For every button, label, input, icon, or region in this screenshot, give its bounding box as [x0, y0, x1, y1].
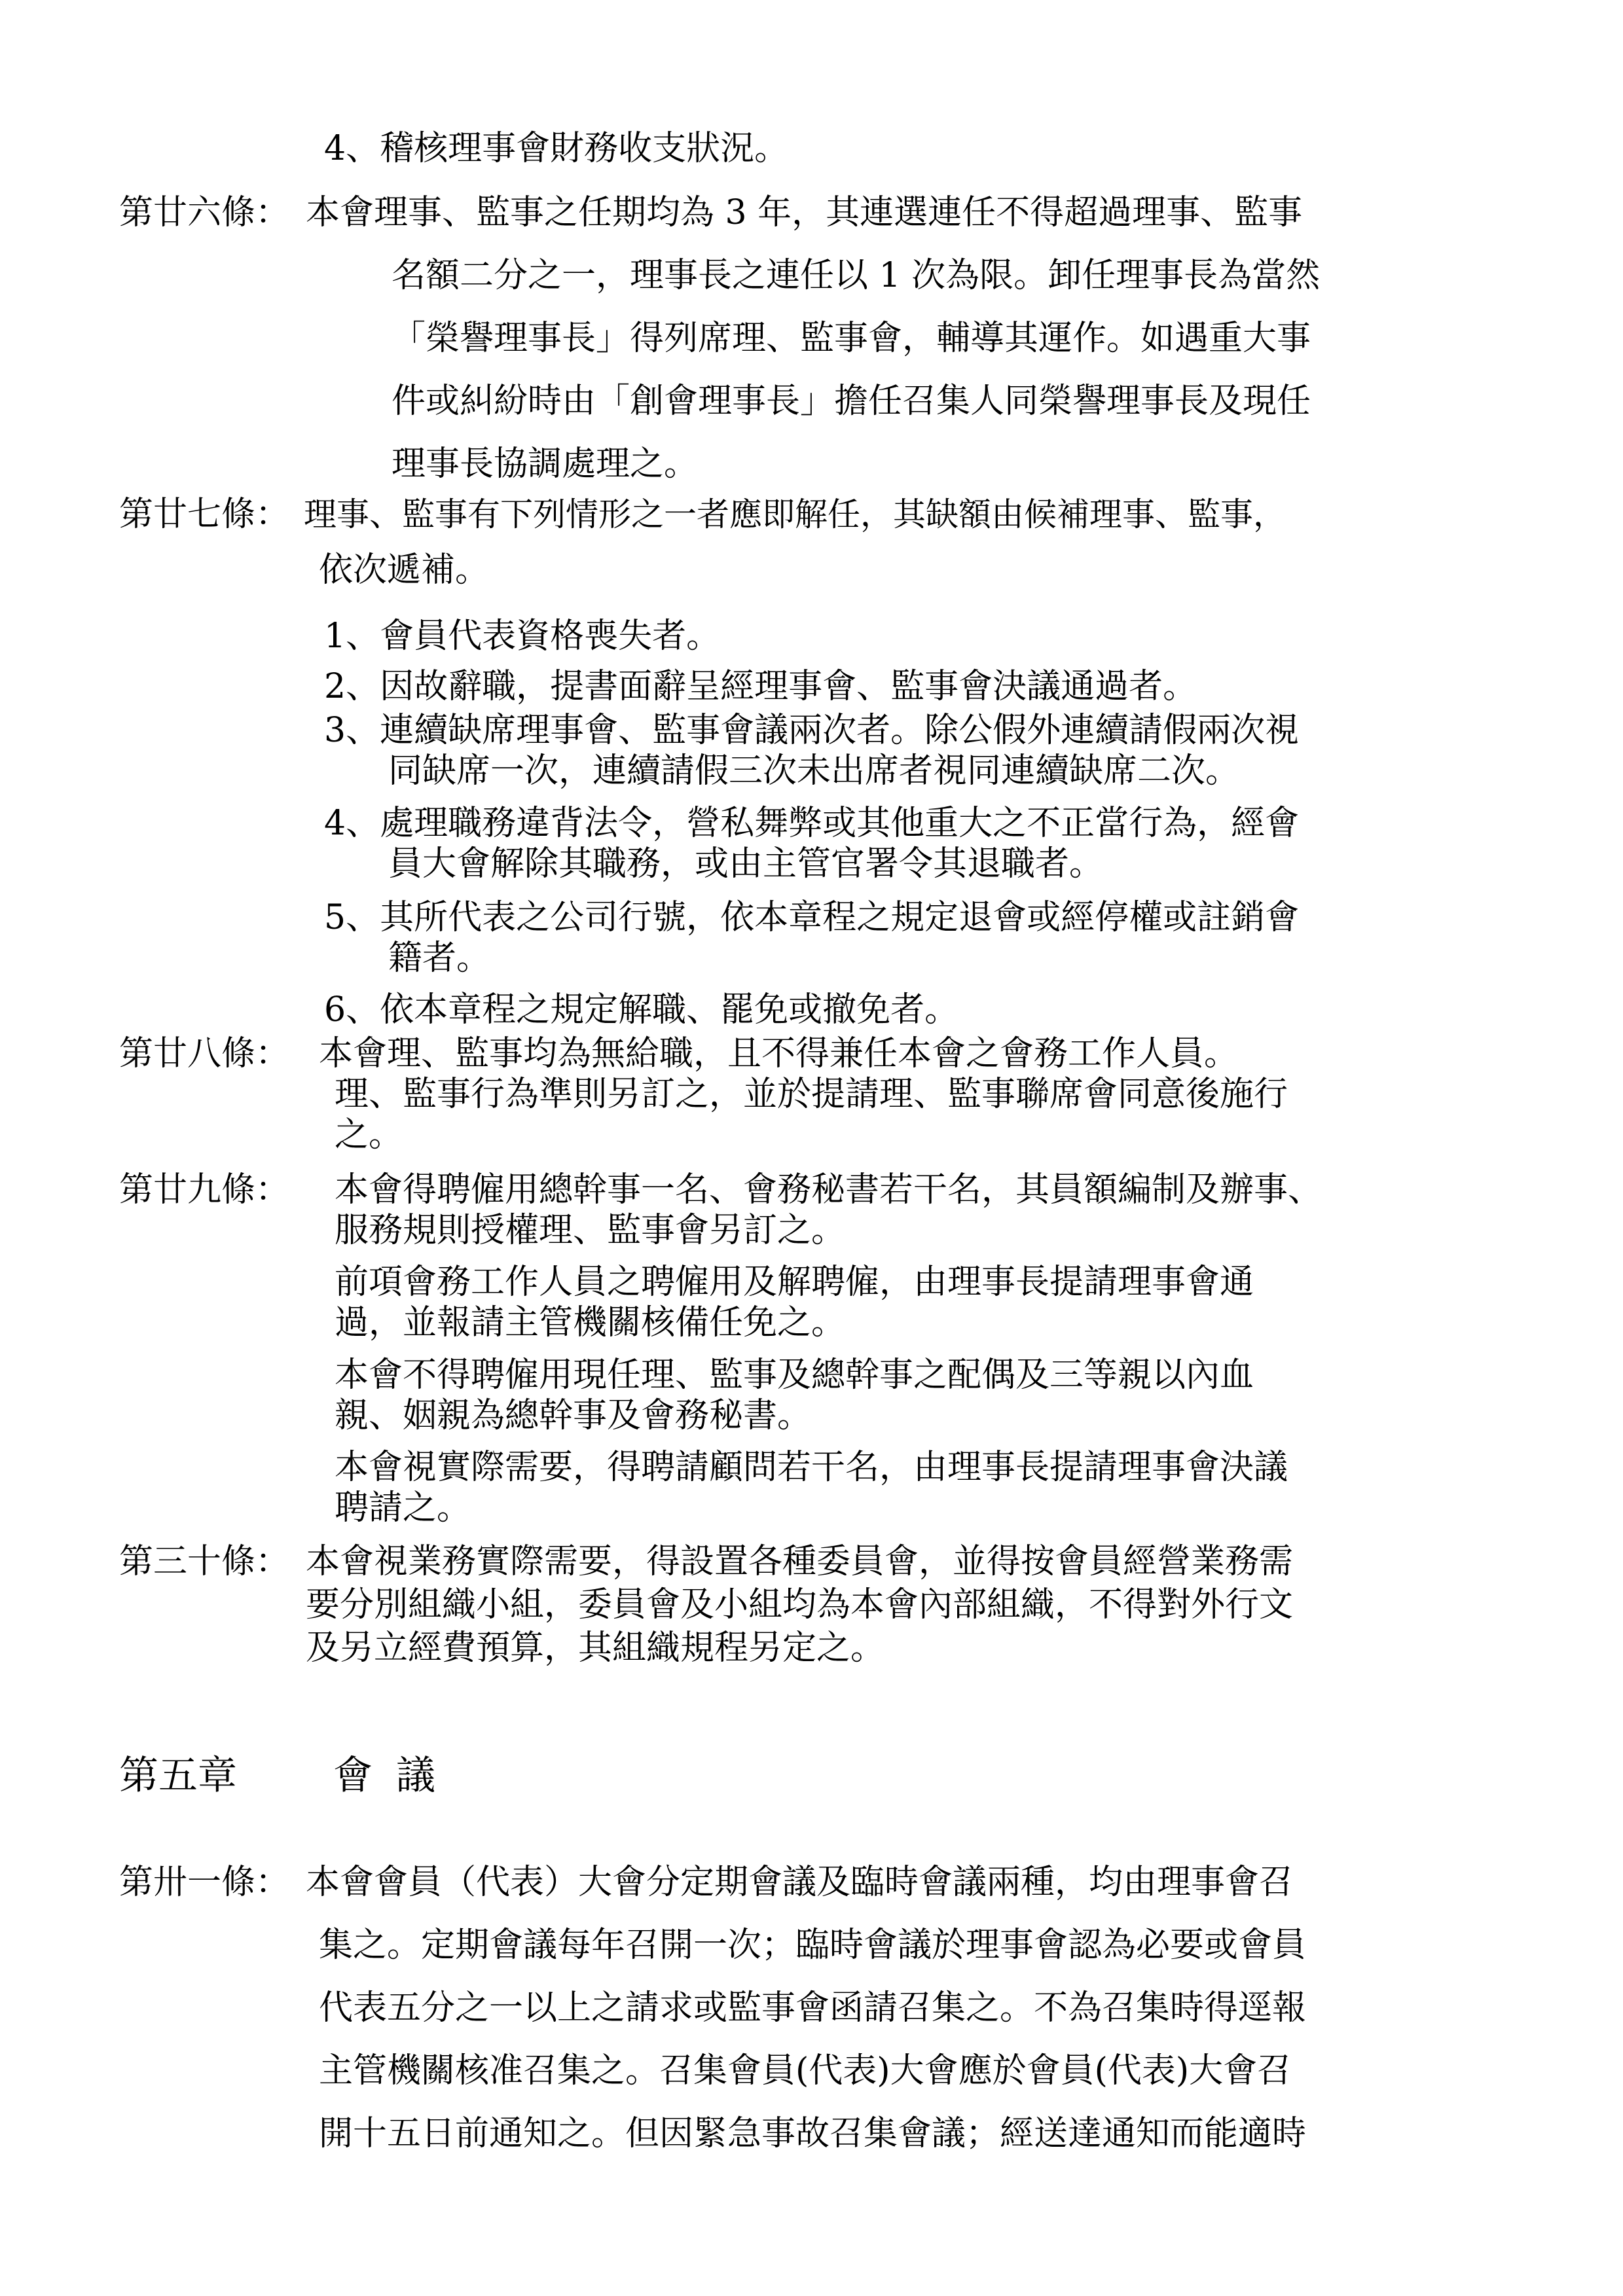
article-29-line: 過，並報請主管機關核備任免之。	[335, 1303, 846, 1342]
article-30-line: 要分別組織小組，委員會及小組均為本會內部組織，不得對外行文	[306, 1585, 1294, 1624]
chapter-title: 會議	[333, 1753, 459, 1799]
list-item: 2、因故辭職，提書面辭呈經理事會、監事會決議通過者。	[324, 667, 1197, 706]
article-29-line: 前項會務工作人員之聘僱用及解聘僱，由理事長提請理事會通	[335, 1263, 1254, 1302]
article-27-label: 第廿七條：	[119, 495, 290, 534]
article-29-line: 聘請之。	[335, 1488, 471, 1528]
article-26-line: 件或糾紛時由「創會理事長」擔任召集人同榮譽理事長及現任	[392, 382, 1311, 421]
list-item: 員大會解除其職務，或由主管官署令其退職者。	[388, 844, 1104, 884]
list-item: 3、連續缺席理事會、監事會議兩次者。除公假外連續請假兩次視	[324, 711, 1300, 750]
article-28-label: 第廿八條：	[119, 1034, 290, 1073]
article-30-label: 第三十條：	[119, 1542, 290, 1581]
list-item: 4、稽核理事會財務收支狀況。	[324, 129, 789, 168]
article-30-line: 及另立經費預算，其組織規程另定之。	[306, 1628, 885, 1668]
list-item: 4、處理職務違背法令，營私舞弊或其他重大之不正當行為，經會	[324, 804, 1300, 843]
article-28-line: 理、監事行為準則另訂之，並於提請理、監事聯席會同意後施行	[335, 1075, 1288, 1114]
article-29-line: 服務規則授權理、監事會另訂之。	[335, 1211, 846, 1250]
article-29-line: 本會不得聘僱用現任理、監事及總幹事之配偶及三等親以內血	[335, 1355, 1254, 1395]
article-31-line: 代表五分之一以上之請求或監事會函請召集之。不為召集時得逕報	[319, 1988, 1307, 2028]
article-29-label: 第廿九條：	[119, 1170, 290, 1210]
list-item: 1、會員代表資格喪失者。	[324, 617, 721, 656]
article-27-line: 理事、監事有下列情形之一者應即解任，其缺額由候補理事、監事，	[304, 495, 1286, 533]
article-26-line: 「榮譽理事長」得列席理、監事會，輔導其運作。如遇重大事	[392, 319, 1311, 358]
article-31-line: 主管機關核准召集之。召集會員(代表)大會應於會員(代表)大會召	[319, 2051, 1292, 2090]
article-29-line: 本會得聘僱用總幹事一名、會務秘書若干名，其員額編制及辦事、	[335, 1170, 1322, 1210]
article-28-line: 本會理、監事均為無給職，且不得兼任本會之會務工作人員。	[319, 1034, 1239, 1073]
article-26-label: 第廿六條：	[119, 193, 290, 232]
article-26-line: 本會理事、監事之任期均為 3 年，其連選連任不得超過理事、監事	[306, 193, 1303, 232]
article-31-line: 本會會員（代表）大會分定期會議及臨時會議兩種，均由理事會召	[306, 1863, 1294, 1902]
article-28-line: 之。	[335, 1115, 403, 1155]
list-item: 同缺席一次，連續請假三次未出席者視同連續缺席二次。	[388, 751, 1240, 791]
article-31-line: 開十五日前通知之。但因緊急事故召集會議；經送達通知而能適時	[319, 2114, 1307, 2153]
article-26-line: 理事長協調處理之。	[392, 444, 699, 484]
chapter-number: 第五章	[119, 1753, 237, 1799]
list-item: 5、其所代表之公司行號，依本章程之規定退會或經停權或註銷會	[324, 898, 1300, 937]
article-29-line: 親、姻親為總幹事及會務秘書。	[335, 1396, 812, 1435]
article-31-line: 集之。定期會議每年召開一次；臨時會議於理事會認為必要或會員	[319, 1926, 1307, 1965]
list-item: 6、依本章程之規定解職、罷免或撤免者。	[324, 990, 959, 1030]
article-26-line: 名額二分之一，理事長之連任以 1 次為限。卸任理事長為當然	[392, 256, 1321, 295]
article-29-line: 本會視實際需要，得聘請顧問若干名，由理事長提請理事會決議	[335, 1448, 1288, 1487]
list-item: 籍者。	[388, 939, 491, 978]
article-31-label: 第卅一條：	[119, 1863, 290, 1902]
article-30-line: 本會視業務實際需要，得設置各種委員會，並得按會員經營業務需	[306, 1542, 1294, 1581]
article-27-line: 依次遞補。	[319, 550, 490, 590]
